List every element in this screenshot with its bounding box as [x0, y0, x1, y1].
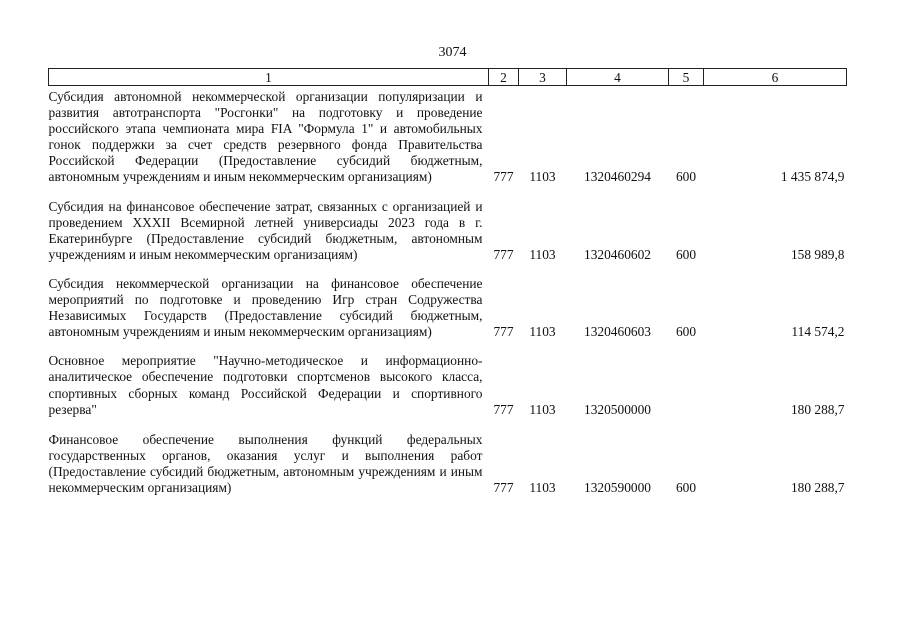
row-section-code: 1103 [529, 324, 556, 340]
header-col-4: 4 [567, 69, 669, 86]
row-description: Субсидия на финансовое обеспечение затрат, связанных с организацией и проведением XXXII Всемирной летней универсиады 2023 года в г. Екатеринбурге (Предоставление субсидий бюджетным, автономным учреждениям и иным некоммерческим организациям) [48, 198, 483, 262]
row-expense-type: 600 [675, 479, 697, 495]
row-section-code: 1103 [529, 246, 556, 262]
table-header [49, 69, 847, 86]
row-target-code: 1320460602 [584, 246, 651, 262]
row-section-code: 1103 [529, 479, 556, 495]
row-target-code: 1320460294 [584, 169, 651, 185]
row-target-code: 1320460603 [584, 324, 651, 340]
row-ministry-code: 777 [493, 401, 514, 417]
row-expense-type: 600 [675, 169, 697, 185]
table-row [49, 86, 847, 186]
row-ministry-code: 777 [493, 169, 514, 185]
table-row [49, 186, 847, 263]
row-ministry-code: 777 [493, 479, 514, 495]
row-amount: 180 288,7 [790, 401, 845, 417]
header-col-5: 5 [669, 69, 704, 86]
row-expense-type [669, 340, 704, 417]
row-description: Основное мероприятие "Научно-методическое и информационно-аналитическое обеспечение подготовки спортсменов высокого класса, спортивных сборных команд Российской Федерации и спортивного резерва" [48, 353, 483, 417]
row-amount: 114 574,2 [791, 324, 845, 340]
table-row [49, 418, 847, 496]
header-col-1: 1 [49, 69, 489, 86]
table-row [49, 263, 847, 340]
budget-table [48, 68, 847, 496]
row-description: Субсидия автономной некоммерческой организации популяризации и развития автотранспорта "Росгонки" на подготовку и проведение российского этапа чемпионата мира FIA "Формула 1" и автомобильных гонок поддержки за счет средств резервного фонда Правительства Российской Федерации (Предоставление субсидий бюджетным, автономным учреждениям и иным некоммерческим организациям) [48, 89, 483, 185]
row-target-code: 1320590000 [584, 479, 651, 495]
row-expense-type: 600 [675, 324, 697, 340]
row-expense-type: 600 [675, 246, 697, 262]
page-number: 3074 [438, 45, 467, 60]
table-row [49, 340, 847, 417]
row-section-code: 1103 [529, 169, 556, 185]
row-amount: 180 288,7 [790, 479, 845, 495]
row-description: Финансовое обеспечение выполнения функций федеральных государственных органов, оказания услуг и выполнения работ (Предоставление субсидий бюджетным, автономным учреждениям и иным некоммерческим организациям) [48, 431, 483, 495]
row-ministry-code: 777 [493, 246, 514, 262]
row-ministry-code: 777 [493, 324, 514, 340]
header-row [49, 69, 847, 86]
row-amount: 1 435 874,9 [780, 169, 845, 185]
row-section-code: 1103 [529, 401, 556, 417]
header-col-2: 2 [489, 69, 519, 86]
header-col-6: 6 [704, 69, 847, 86]
header-col-3: 3 [519, 69, 567, 86]
row-description: Субсидия некоммерческой организации на финансовое обеспечение мероприятий по подготовке и проведению Игр стран Содружества Независимых Государств (Предоставление субсидий бюджетным, автономным учреждениям и иным некоммерческим организациям) [48, 275, 483, 340]
row-amount: 158 989,8 [790, 246, 845, 262]
row-target-code: 1320500000 [584, 401, 651, 417]
